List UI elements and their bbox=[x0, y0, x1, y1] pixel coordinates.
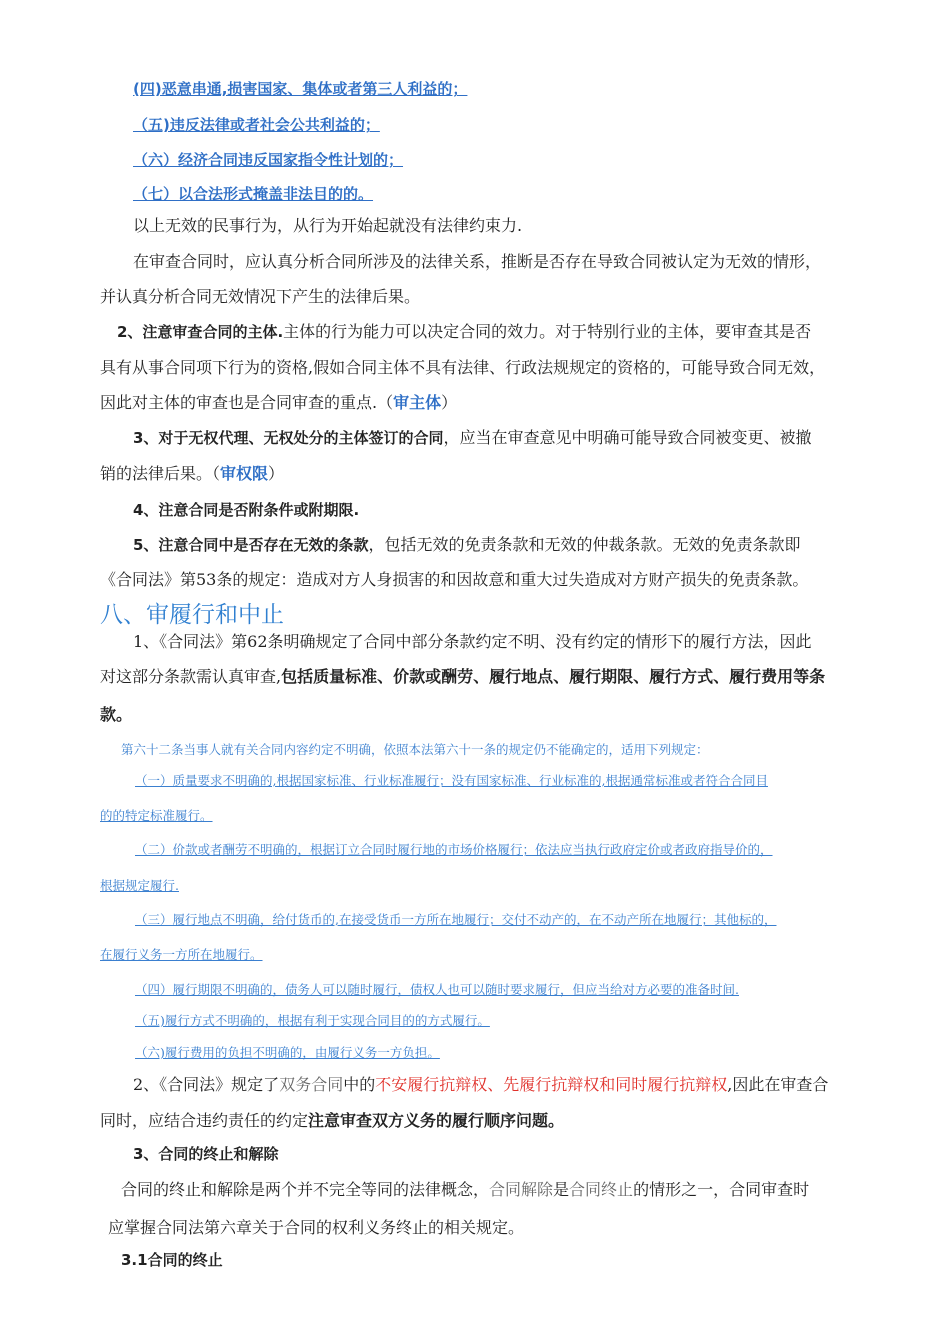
section-2-line1 bbox=[117, 322, 811, 343]
tag-review-subject: 审主体 bbox=[393, 393, 442, 412]
s8-p31-title: 3.1合同的终止 bbox=[121, 1251, 223, 1269]
article-62-item3-line1: （三）履行地点不明确，给付货币的,在接受货币一方所在地履行；交付不动产的，在不动产所在地履行；其他标的， bbox=[135, 912, 777, 927]
article-62-intro: 第六十二条当事人就有关合同内容约定不明确，依照本法第六十一条的规定仍不能确定的，适用下列规定： bbox=[121, 742, 709, 757]
section-2-line2: 具有从事合同项下行为的资格,假如合同主体不具有法律、行政法规规定的资格的，可能导致合同无效， bbox=[100, 358, 826, 377]
article-62-item5: （五)履行方式不明确的，根据有利于实现合同目的的方式履行。 bbox=[135, 1013, 490, 1028]
section-2-title: 2、注意审查合同的主体. bbox=[117, 323, 284, 341]
article-62-item1-line1: （一）质量要求不明确的,根据国家标准、行业标准履行；没有国家标准、行业标准的,根据通常标准或者符合合同目 bbox=[135, 773, 768, 788]
s8-p2-a: 2、《合同法》规定了 bbox=[133, 1075, 280, 1094]
section-2-text-end: 因此对主体的审查也是合同审查的重点.（ bbox=[100, 393, 394, 412]
section-3-line2 bbox=[100, 464, 284, 485]
s8-p3-line2: 应掌握合同法第六章关于合同的权利义务终止的相关规定。 bbox=[108, 1218, 525, 1237]
s8-p1-text: 对这部分条款需认真审查, bbox=[100, 667, 282, 686]
section-4: 4、注意合同是否附条件或附期限. bbox=[133, 501, 360, 519]
list-item-4: (四)恶意串通,损害国家、集体或者第三人利益的； bbox=[133, 80, 468, 98]
article-62-item1-line2: 的的特定标准履行。 bbox=[100, 808, 213, 823]
s8-p3-b: 合同解除 bbox=[489, 1180, 554, 1199]
s8-p2-l2b: 注意审查双方义务的履行顺序问题。 bbox=[308, 1111, 565, 1130]
s8-p1-line1: 1、《合同法》第62条明确规定了合同中部分条款约定不明、没有约定的情形下的履行方法，因此 bbox=[133, 632, 812, 651]
section-3-text: ，应当在审查意见中明确可能导致合同被变更、被撤 bbox=[443, 428, 812, 447]
s8-p2-b: 双务合同 bbox=[279, 1075, 344, 1094]
section-3-title: 3、对于无权代理、无权处分的主体签订的合同 bbox=[133, 429, 444, 447]
tag-review-authority: 审权限 bbox=[220, 464, 269, 483]
section-5-text: ，包括无效的免责条款和无效的仲裁条款。无效的免责条款即 bbox=[368, 535, 801, 554]
article-62-item2-line2: 根据规定履行. bbox=[100, 878, 179, 893]
heading-section-8: 八、审履行和中止 bbox=[100, 602, 284, 628]
s8-p2-d: 不安履行抗辩权、先履行抗辩权和同时履行抗辩权 bbox=[375, 1075, 728, 1094]
section-3-line1 bbox=[133, 428, 811, 449]
section-2-text: 主体的行为能力可以决定合同的效力。对于特别行业的主体，要审查其是否 bbox=[283, 322, 812, 341]
s8-p1-line2 bbox=[100, 667, 825, 688]
section-5-line2: 《合同法》第53条的规定：造成对方人身损害的和因故意和重大过失造成对方财产损失的免责条款。 bbox=[100, 570, 809, 589]
s8-p2-c: 中的 bbox=[343, 1075, 376, 1094]
list-item-6: （六）经济合同违反国家指令性计划的； bbox=[133, 151, 404, 169]
s8-p3-d: 合同终止 bbox=[569, 1180, 634, 1199]
article-62-item3-line2: 在履行义务一方所在地履行。 bbox=[100, 947, 263, 962]
s8-p3-title: 3、合同的终止和解除 bbox=[133, 1145, 279, 1163]
s8-p3-a: 合同的终止和解除是两个并不完全等同的法律概念， bbox=[121, 1180, 490, 1199]
article-62-item4: （四）履行期限不明确的，债务人可以随时履行，债权人也可以随时要求履行，但应当给对方必要的准备时间. bbox=[135, 982, 739, 997]
paragraph-invalid-acts: 以上无效的民事行为，从行为开始起就没有法律约束力. bbox=[133, 216, 523, 235]
section-3-text-end: 销的法律后果。（ bbox=[100, 464, 221, 483]
s8-p2-l2a: 同时，应结合违约责任的约定 bbox=[100, 1111, 309, 1130]
s8-p2-line2 bbox=[100, 1111, 564, 1132]
s8-p1-bold: 包括质量标准、价款或酬劳、履行地点、履行期限、履行方式、履行费用等条 bbox=[281, 667, 826, 686]
section-2-line3 bbox=[100, 393, 457, 414]
section-2-paren: ） bbox=[441, 393, 458, 412]
list-item-5: （五)违反法律或者社会公共利益的； bbox=[133, 116, 380, 134]
s8-p2-e: ,因此在审查合 bbox=[727, 1075, 829, 1094]
article-62-item2-line1: （二）价款或者酬劳不明确的，根据订立合同时履行地的市场价格履行；依法应当执行政府定价或者政府指导价的， bbox=[135, 842, 773, 857]
s8-p3-c: 是 bbox=[553, 1180, 570, 1199]
list-item-7: （七）以合法形式掩盖非法目的的。 bbox=[133, 185, 374, 203]
paragraph-review-line1: 在审查合同时，应认真分析合同所涉及的法律关系，推断是否存在导致合同被认定为无效的情形， bbox=[133, 252, 822, 271]
s8-p1-line3: 款。 bbox=[100, 705, 133, 724]
s8-p3-e: 的情形之一，合同审查时 bbox=[633, 1180, 810, 1199]
s8-p3-line1 bbox=[121, 1180, 809, 1201]
article-62-item6: （六)履行费用的负担不明确的，由履行义务一方负担。 bbox=[135, 1045, 440, 1060]
s8-p2-line1 bbox=[133, 1075, 828, 1096]
section-5-title: 5、注意合同中是否存在无效的条款 bbox=[133, 536, 369, 554]
paragraph-review-line2: 并认真分析合同无效情况下产生的法律后果。 bbox=[100, 287, 421, 306]
section-3-paren: ） bbox=[268, 464, 285, 483]
section-5-line1 bbox=[133, 535, 800, 556]
